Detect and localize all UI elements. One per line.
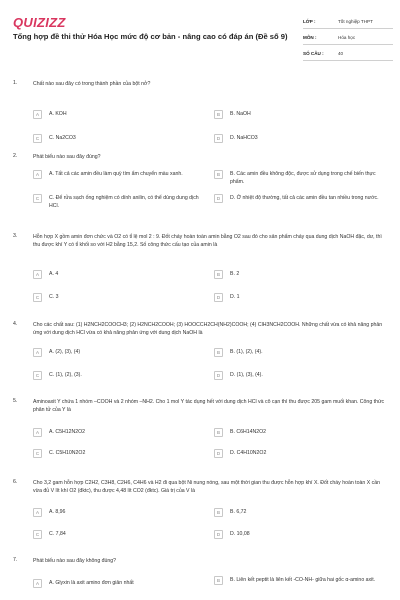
document-title: Tổng hợp đề thi thử Hóa Học mức độ cơ bản - nâng cao có đáp án (Đề số 9)	[13, 32, 288, 41]
option-text: C. 7,84	[49, 531, 66, 537]
question-text: Phát biểu nào sau đây không đúng?	[33, 558, 117, 564]
quizizz-logo: QUIZIZZ	[13, 15, 66, 30]
meta-value: Tốt nghiệp THPT	[338, 19, 373, 24]
option-text: D. NaHCO3	[230, 135, 258, 141]
option-letter-box[interactable]: C	[33, 293, 42, 302]
option-text: A. 8,96	[49, 509, 66, 515]
option-text: A. C5H12N2O2	[49, 429, 86, 435]
question-text: Hỗn hợp X gồm amin đơn chức và O2 có tỉ lệ mol 2 : 9. Đốt cháy hoàn toàn amin bằng O2 sau đó cho sản phẩm cháy qua dung dịch NaOH đặc, dư, thì thu được khí Y có tỉ khối so với H2 bằng 15,2. Số công thức cấu tạo của amin là	[33, 234, 382, 248]
option-letter-box[interactable]: C	[33, 530, 42, 539]
option-letter-box[interactable]: C	[33, 134, 42, 143]
option-letter-box[interactable]: B	[214, 110, 223, 119]
meta-label: LỚP :	[303, 19, 316, 24]
option-text: B. C6H14N2O2	[230, 429, 267, 435]
header	[0, 0, 400, 68]
option-text: D. 1	[230, 294, 240, 300]
option-letter-box[interactable]: C	[33, 371, 42, 380]
question-text: Cho 3,2 gam hỗn hợp C2H2, C3H8, C2H6, C4H6 và H2 đi qua bột Ni nung nóng, sau một thời gian thu được hỗn hợp khí X. Đốt cháy hoàn toàn X cần vừa đủ V lít khí O2 (đktc), thu được 4,48 lít CO2 (đktc). Giá trị của V là	[33, 480, 380, 494]
option-letter-box[interactable]: B	[214, 576, 223, 585]
option-letter-box[interactable]: B	[214, 270, 223, 279]
option-text: D. (1), (3), (4).	[230, 372, 263, 378]
option-letter-box[interactable]: B	[214, 170, 223, 179]
option-letter-box[interactable]: A	[33, 579, 42, 588]
meta-row-question-count	[303, 47, 393, 61]
option-letter-box[interactable]: A	[33, 170, 42, 179]
option-letter-box[interactable]: D	[214, 194, 223, 203]
option-text: A. KOH	[49, 111, 67, 117]
option-text: C. (1), (2), (3).	[49, 372, 82, 378]
option-text: C. Để rửa sạch ống nghiệm có dính anilin, có thể dùng dung dịch HCl.	[49, 195, 199, 209]
question-number: 3.	[13, 233, 18, 239]
option-text: B. 6,72	[230, 509, 247, 515]
option-letter-box[interactable]: B	[214, 348, 223, 357]
option-letter-box[interactable]: A	[33, 348, 42, 357]
option-text: B. Liên kết peptit là liên kết -CO-NH- giữa hai gốc α-amino axit.	[230, 577, 376, 583]
question-number: 7.	[13, 557, 18, 563]
option-letter-box[interactable]: D	[214, 293, 223, 302]
meta-row-subject	[303, 31, 393, 45]
option-text: B. NaOH	[230, 111, 251, 117]
option-letter-box[interactable]: A	[33, 428, 42, 437]
option-text: D. C4H10N2O2	[230, 450, 267, 456]
option-text: D. Ở nhiệt độ thường, tất cả các amin đều tan nhiều trong nước.	[230, 195, 379, 201]
option-letter-box[interactable]: A	[33, 110, 42, 119]
option-text: C. 3	[49, 294, 59, 300]
meta-value: Hóa học	[338, 35, 356, 40]
question-text: Aminoaxit Y chứa 1 nhóm –COOH và 2 nhóm –NH2. Cho 1 mol Y tác dụng hết với dung dịch HCl và cô cạn thì thu được 205 gam muối khan. Công thức phân tử của Y là	[33, 399, 385, 413]
option-text: A. (2), (3), (4)	[49, 349, 81, 355]
option-text: A. 4	[49, 271, 59, 277]
option-letter-box[interactable]: D	[214, 530, 223, 539]
question-number: 4.	[13, 321, 18, 327]
option-text: D. 10,08	[230, 531, 250, 537]
option-letter-box[interactable]: D	[214, 449, 223, 458]
option-text: B. (1), (2), (4).	[230, 349, 263, 355]
question-text: Cho các chất sau: (1) H2NCH2COOCH3; (2) H2NCH2COOH; (3) HOOCCH2CH(NH2)COOH; (4) ClH3NCH2COOH. Những chất vừa có khả năng phản ứng với dung dịch HCl vừa có khả năng phản ứng với dung dịch NaOH là	[33, 322, 383, 336]
option-letter-box[interactable]: A	[33, 508, 42, 517]
option-text: A. Tất cả các amin đều làm quỳ tím ẩm chuyển màu xanh.	[49, 171, 183, 177]
meta-label: MÔN :	[303, 35, 317, 40]
option-text: B. Các amin đều không độc, được sử dụng trong chế biến thực phẩm.	[230, 171, 376, 185]
option-letter-box[interactable]: D	[214, 134, 223, 143]
meta-row-class	[303, 15, 393, 29]
question-text: Chất nào sau đây có trong thành phần của bột nở?	[33, 81, 151, 87]
meta-label: SỐ CÂU :	[303, 51, 324, 56]
option-letter-box[interactable]: D	[214, 371, 223, 380]
meta-panel	[303, 15, 393, 61]
option-text: B. 2	[230, 271, 240, 277]
meta-value: 40	[338, 51, 344, 56]
option-letter-box[interactable]: B	[214, 428, 223, 437]
option-text: C. Na2CO3	[49, 135, 76, 141]
option-text: A. Glyxin là axit amino đơn giản nhất	[49, 580, 134, 586]
question-number: 5.	[13, 398, 18, 404]
option-letter-box[interactable]: B	[214, 508, 223, 517]
option-letter-box[interactable]: A	[33, 270, 42, 279]
question-number: 1.	[13, 80, 18, 86]
question-number: 2.	[13, 153, 18, 159]
question-text: Phát biểu nào sau đây đúng?	[33, 154, 101, 160]
option-letter-box[interactable]: C	[33, 449, 42, 458]
option-letter-box[interactable]: C	[33, 194, 42, 203]
question-number: 6.	[13, 479, 18, 485]
option-text: C. C5H10N2O2	[49, 450, 86, 456]
